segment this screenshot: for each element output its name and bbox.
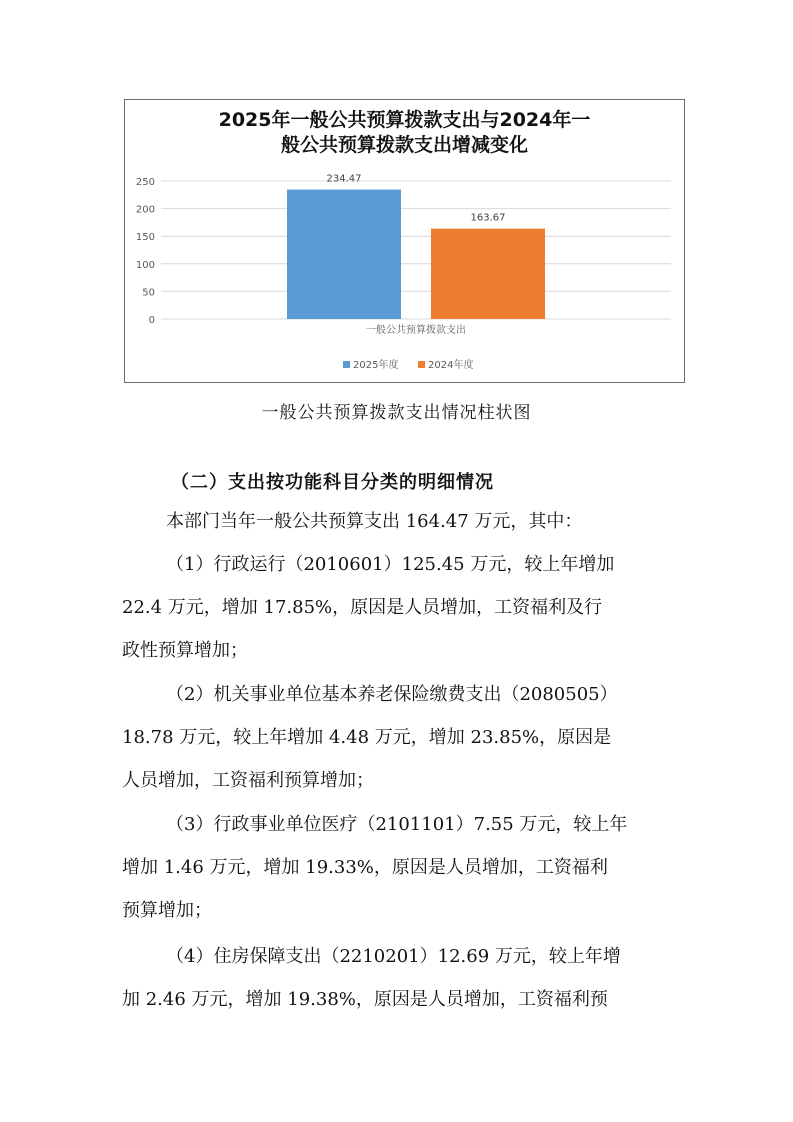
- item-1-line-1: （1）行政运行（2010601）125.45 万元，较上年增加: [166, 554, 615, 575]
- intro-text: 本部门当年一般公共预算支出 164.47 万元，其中：: [166, 511, 583, 532]
- legend-label: 2025年度: [353, 360, 399, 371]
- item-4-line-1: （4）住房保障支出（2210201）12.69 万元，较上年增: [166, 946, 621, 967]
- item-1-line-2: 22.4 万元，增加 17.85%，原因是人员增加，工资福利及行: [122, 597, 603, 618]
- x-category-label: 一般公共预算拨款支出: [366, 325, 466, 336]
- bar-chart: [124, 99, 685, 383]
- legend-swatch: [343, 361, 350, 368]
- bar: [431, 229, 545, 319]
- intro-paragraph: [122, 500, 674, 543]
- item-paragraph-3: [122, 803, 674, 932]
- chart-plot: [125, 100, 684, 382]
- item-3-line-1: （3）行政事业单位医疗（2101101）7.55 万元，较上年: [166, 814, 628, 835]
- bar: [287, 190, 401, 319]
- item-paragraph-1: [122, 543, 674, 672]
- y-tick-label: 250: [135, 177, 155, 188]
- chart-caption: 一般公共预算拨款支出情况柱状图: [261, 403, 532, 423]
- section-heading: （二）支出按功能科目分类的明细情况: [171, 472, 494, 493]
- legend-swatch: [418, 361, 425, 368]
- item-paragraph-2: [122, 673, 674, 802]
- item-2-line-2: 18.78 万元，较上年增加 4.48 万元，增加 23.85%，原因是: [122, 727, 612, 748]
- item-3-line-2: 增加 1.46 万元，增加 19.33%，原因是人员增加，工资福利: [122, 857, 608, 878]
- chart-title-line-1: 2025年一般公共预算拨款支出与2024年一: [218, 109, 591, 131]
- item-2-line-1: （2）机关事业单位基本养老保险缴费支出（2080505）: [166, 684, 618, 705]
- item-3-line-3: 预算增加；: [122, 900, 212, 921]
- item-paragraph-4: [122, 935, 674, 1021]
- y-tick-label: 150: [135, 232, 155, 244]
- bar-data-label: 163.67: [470, 212, 506, 224]
- y-tick-label: 50: [142, 287, 155, 299]
- item-1-line-3: 政性预算增加；: [122, 640, 248, 661]
- item-2-line-3: 人员增加，工资福利预算增加；: [122, 770, 374, 791]
- y-tick-label: 100: [135, 259, 155, 271]
- y-tick-label: 200: [135, 204, 155, 216]
- legend-label: 2024年度: [428, 360, 474, 371]
- y-tick-label: 0: [148, 315, 155, 326]
- chart-title-line-2: 般公共预算拨款支出增减变化: [280, 134, 528, 156]
- bar-data-label: 234.47: [326, 173, 362, 185]
- item-4-line-2: 加 2.46 万元，增加 19.38%，原因是人员增加，工资福利预: [122, 989, 608, 1010]
